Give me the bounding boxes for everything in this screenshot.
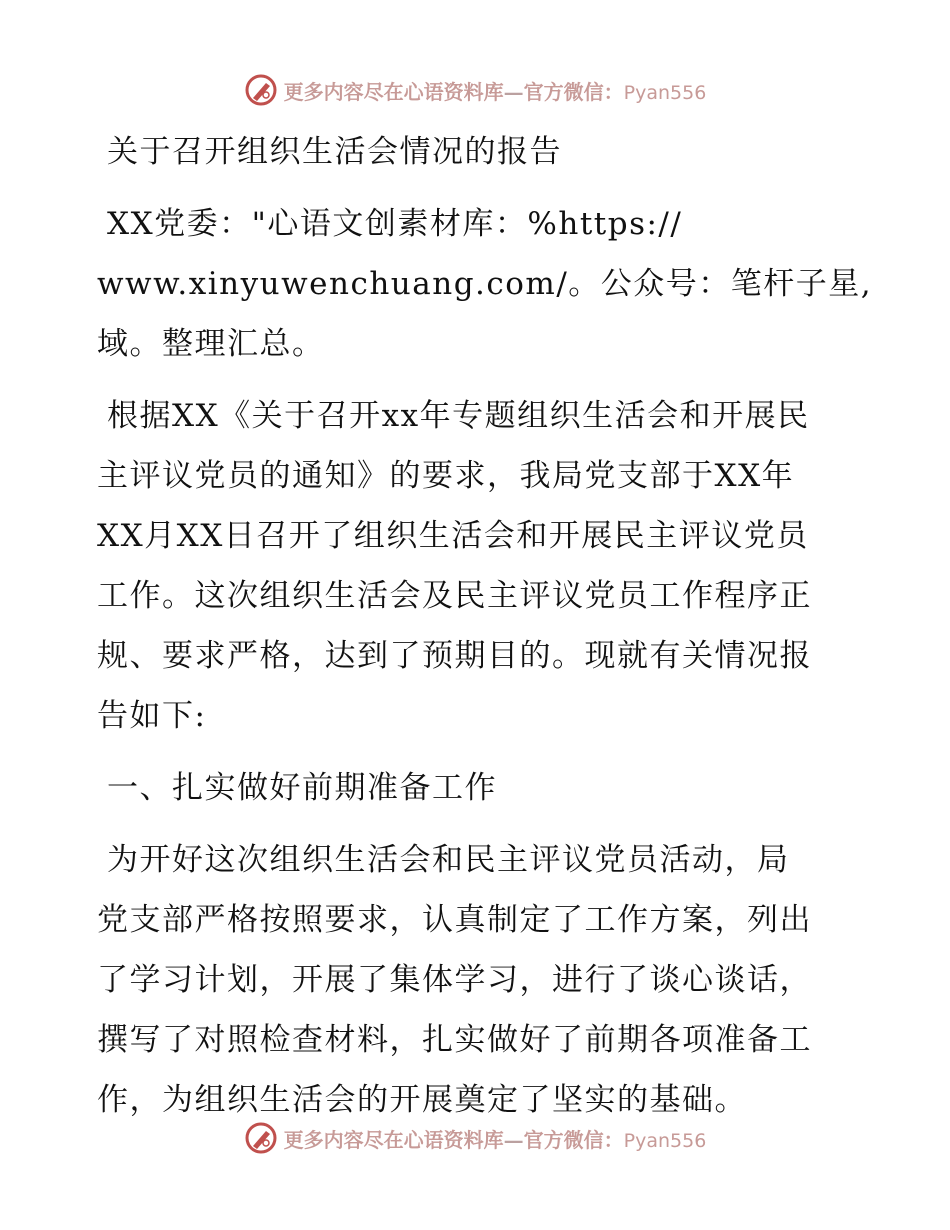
- intro-paragraph-line: 工作。这次组织生活会及民主评议党员工作程序正: [97, 578, 812, 614]
- section-paragraph-line: 党支部严格按照要求，认真制定了工作方案，列出: [97, 902, 812, 938]
- document-body: [97, 122, 873, 1130]
- intro-paragraph-line: 主评议党员的通知》的要求，我局党支部于XX年: [97, 458, 795, 494]
- watermark-text: 更多内容尽在心语资料库—官方微信：Pyan556: [283, 1127, 707, 1152]
- intro-paragraph-line: XX月XX日召开了组织生活会和开展民主评议党员: [97, 518, 809, 554]
- salutation-line: XX党委："心语文创素材库：%https://: [107, 206, 683, 242]
- watermark-text: 更多内容尽在心语资料库—官方微信：Pyan556: [283, 79, 707, 104]
- watermark-header: [0, 70, 950, 110]
- section-paragraph-line: 了学习计划，开展了集体学习，进行了谈心谈话，: [97, 962, 812, 998]
- pen-logo-icon: [244, 73, 278, 107]
- pen-logo-icon: [244, 1121, 278, 1155]
- intro-paragraph-line: 根据XX《关于召开xx年专题组织生活会和开展民: [107, 398, 810, 434]
- intro-paragraph-line: 规、要求严格，达到了预期目的。现就有关情况报: [97, 638, 812, 674]
- section-paragraph-line: 作，为组织生活会的开展奠定了坚实的基础。: [97, 1082, 747, 1118]
- intro-paragraph-line: 告如下:: [97, 698, 207, 734]
- section-paragraph-line: 撰写了对照检查材料，扎实做好了前期各项准备工: [97, 1022, 812, 1058]
- salutation-line: 域。整理汇总。: [97, 326, 325, 362]
- section-paragraph-line: 为开好这次组织生活会和民主评议党员活动，局: [107, 842, 790, 878]
- section-heading: 一、扎实做好前期准备工作: [107, 770, 497, 806]
- document-title: 关于召开组织生活会情况的报告: [107, 134, 562, 170]
- watermark-footer: [0, 1118, 950, 1158]
- salutation-line: www.xinyuwenchuang.com/。公众号：笔杆子星,: [97, 266, 873, 302]
